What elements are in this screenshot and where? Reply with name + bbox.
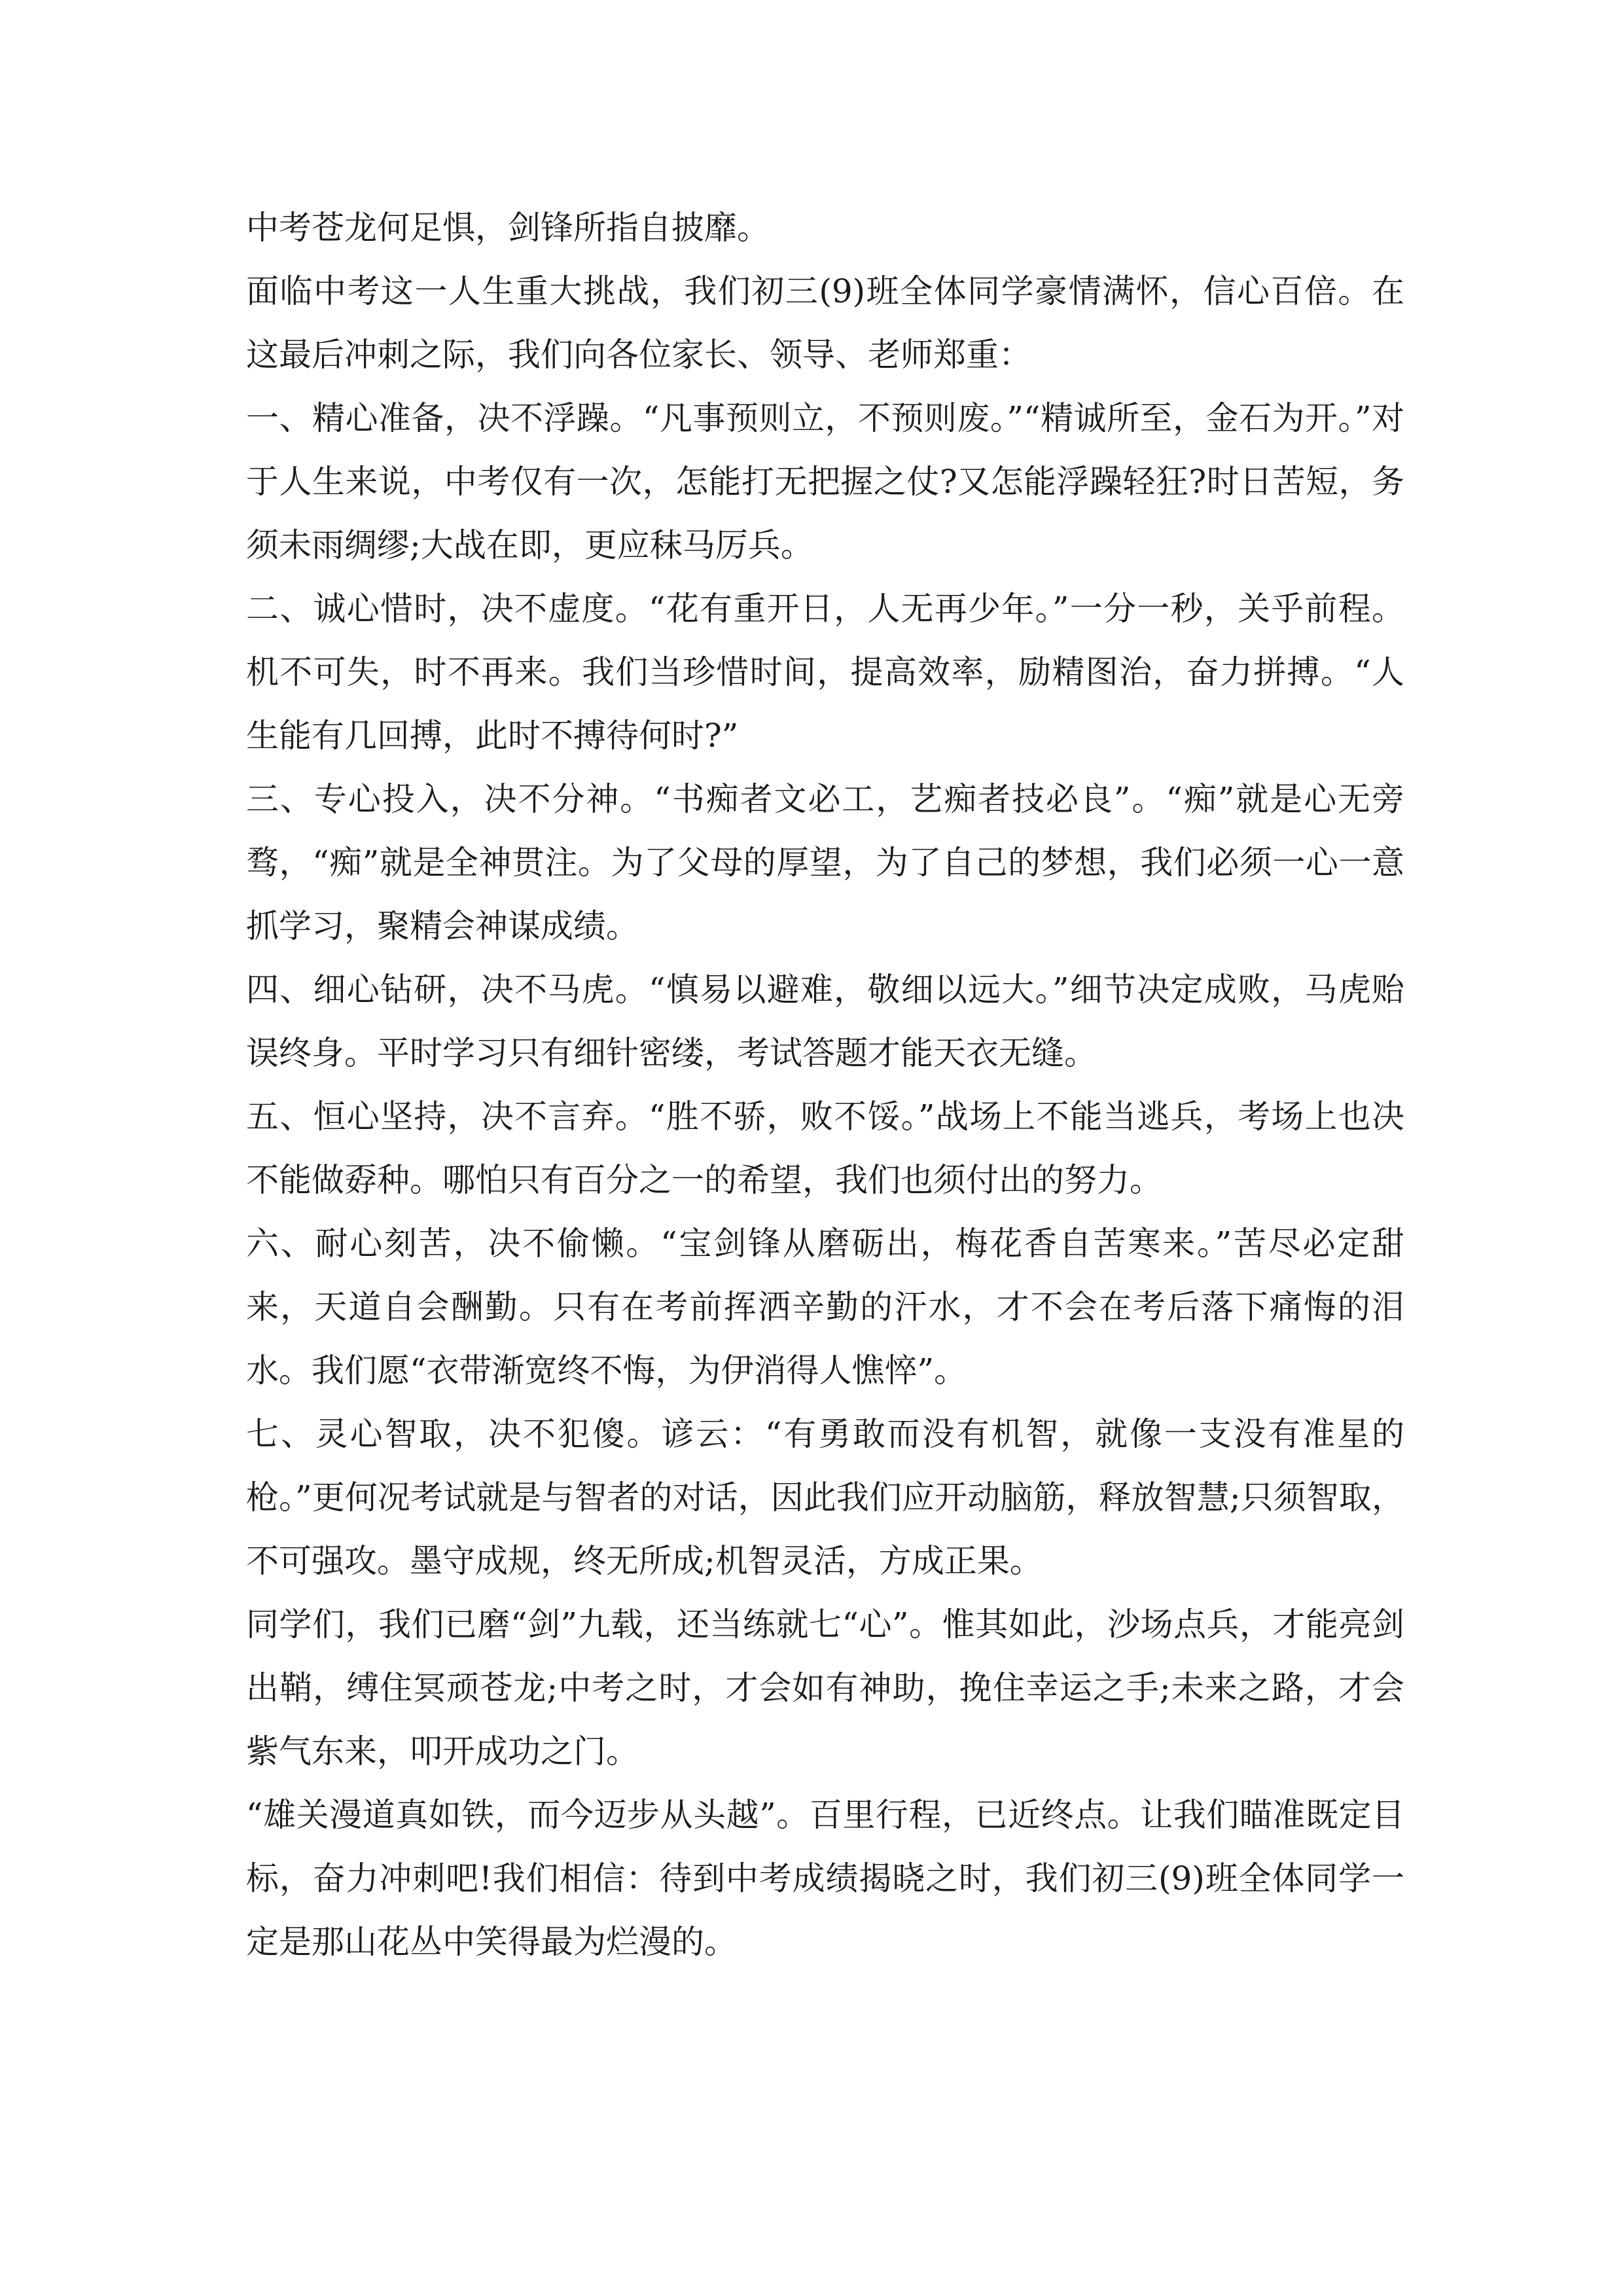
paragraph-10: 同学们，我们已磨“剑”九载，还当练就七“心”。惟其如此，沙场点兵，才能亮剑出鞘，缚住冥顽苍龙;中考之时，才会如有神助，挽住幸运之手;未来之路，才会紫气东来，叩开成功之门。 [246, 1605, 1404, 1770]
paragraph-6: 四、细心钻研，决不马虎。“慎易以避难，敬细以远大。”细节决定成败，马虎贻误终身。平时学习只有细针密缕，考试答题才能天衣无缝。 [246, 971, 1404, 1072]
paragraph-1: 中考苍龙何足惧，剑锋所指自披靡。 [246, 209, 770, 247]
paragraph-7: 五、恒心坚持，决不言弃。“胜不骄，败不馁。”战场上不能当逃兵，考场上也决不能做孬种。哪怕只有百分之一的希望，我们也须付出的努力。 [246, 1098, 1404, 1199]
paragraph-5: 三、专心投入，决不分神。“书痴者文必工，艺痴者技必良”。“痴”就是心无旁骛，“痴”就是全神贯注。为了父母的厚望，为了自己的梦想，我们必须一心一意抓学习，聚精会神谋成绩。 [246, 780, 1404, 945]
paragraph-4: 二、诚心惜时，决不虚度。“花有重开日，人无再少年。”一分一秒，关乎前程。机不可失，时不再来。我们当珍惜时间，提高效率，励精图治，奋力拼搏。“人生能有几回搏，此时不搏待何时?” [246, 590, 1404, 755]
paragraph-8: 六、耐心刻苦，决不偷懒。“宝剑锋从磨砺出，梅花香自苦寒来。”苦尽必定甜来，天道自会酬勤。只有在考前挥洒辛勤的汗水，才不会在考后落下痛悔的泪水。我们愿“衣带渐宽终不悔，为伊消得人憔悴”。 [246, 1225, 1404, 1390]
paragraph-9: 七、灵心智取，决不犯傻。谚云：“有勇敢而没有机智，就像一支没有准星的枪。”更何况考试就是与智者的对话，因此我们应开动脑筋，释放智慧;只须智取，不可强攻。墨守成规，终无所成;机智灵活，方成正果。 [246, 1415, 1404, 1580]
paragraph-3: 一、精心准备，决不浮躁。“凡事预则立，不预则废。”“精诚所至，金石为开。”对于人生来说，中考仅有一次，怎能打无把握之仗?又怎能浮躁轻狂?时日苦短，务须未雨绸缪;大战在即，更应秣马厉兵。 [246, 399, 1404, 564]
document-body [246, 196, 1404, 1974]
paragraph-11: “雄关漫道真如铁，而今迈步从头越”。百里行程，已近终点。让我们瞄准既定目标，奋力冲刺吧!我们相信：待到中考成绩揭晓之时，我们初三(9)班全体同学一定是那山花丛中笑得最为烂漫的。 [246, 1796, 1404, 1961]
paragraph-2: 面临中考这一人生重大挑战，我们初三(9)班全体同学豪情满怀，信心百倍。在这最后冲刺之际，我们向各位家长、领导、老师郑重： [246, 272, 1404, 374]
